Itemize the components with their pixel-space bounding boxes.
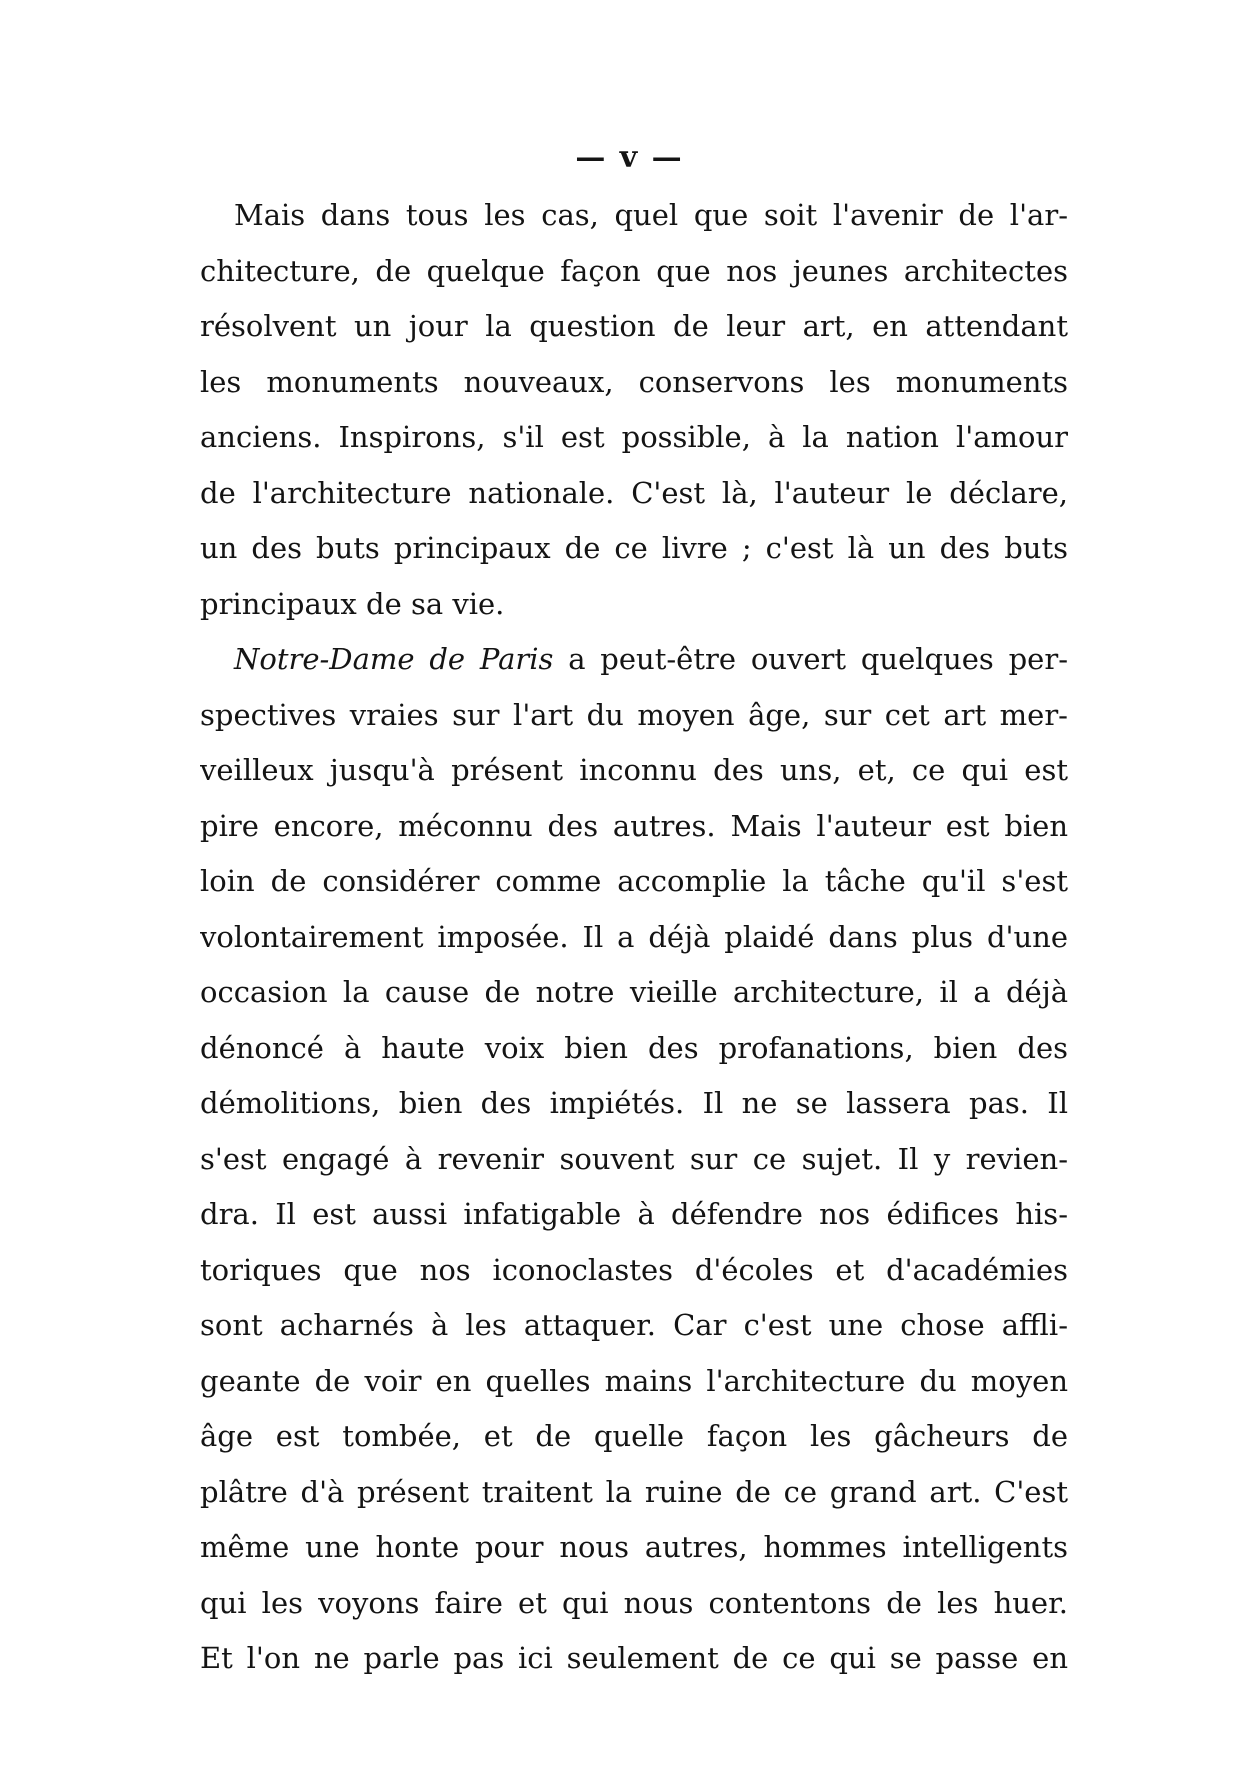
text-line: un des buts principaux de ce livre ; c'est là un des buts: [200, 531, 1068, 565]
text-line: plâtre d'à présent traitent la ruine de ce grand art. C'est: [200, 1474, 1068, 1509]
text-line: âge est tombée, et de quelle façon les gâcheurs de: [200, 1419, 1068, 1453]
text-line: occasion la cause de notre vieille architecture, il a déjà: [200, 975, 1068, 1009]
body-text: [200, 188, 1068, 1687]
text-line: qui les voyons faire et qui nous contentons de les huer.: [200, 1585, 1068, 1620]
book-title: Notre-Dame de Paris: [234, 642, 554, 676]
text-line: chitecture, de quelque façon que nos jeunes architectes: [200, 253, 1068, 288]
text-line: pire encore, méconnu des autres. Mais l'auteur est bien: [200, 808, 1068, 843]
paragraph: [200, 632, 1068, 1687]
page-number: — v —: [575, 140, 684, 175]
text-line: spectives vraies sur l'art du moyen âge, sur cet art mer-: [200, 697, 1068, 732]
text-line: Et l'on ne parle pas ici seulement de ce qui se passe en: [200, 1641, 1068, 1675]
text-line: [200, 632, 1068, 688]
text-line: dra. Il est aussi infatigable à défendre nos édifices his-: [200, 1197, 1068, 1231]
text-line: principaux de sa vie.: [200, 586, 505, 621]
text-line: résolvent un jour la question de leur art, en attendant: [200, 309, 1068, 343]
text-line: les monuments nouveaux, conservons les monuments: [200, 364, 1068, 399]
text-line: veilleux jusqu'à présent inconnu des uns, et, ce qui est: [200, 753, 1068, 787]
text-line: volontairement imposée. Il a déjà plaidé dans plus d'une: [200, 919, 1068, 954]
text-line: sont acharnés à les attaquer. Car c'est une chose affli-: [200, 1308, 1068, 1342]
text-line: geante de voir en quelles mains l'architecture du moyen: [200, 1363, 1068, 1398]
paragraph: [200, 188, 1068, 632]
text-line: anciens. Inspirons, s'il est possible, à la nation l'amour: [200, 420, 1068, 454]
text-span: a peut-être ouvert quelques per-: [553, 642, 1068, 676]
text-line: démolitions, bien des impiétés. Il ne se lassera pas. Il: [200, 1086, 1068, 1120]
text-line: s'est engagé à revenir souvent sur ce sujet. Il y revien-: [200, 1141, 1068, 1176]
text-line: même une honte pour nous autres, hommes intelligents: [200, 1530, 1068, 1564]
text-line: dénoncé à haute voix bien des profanations, bien des: [200, 1030, 1068, 1065]
text-line: toriques que nos iconoclastes d'écoles et d'académies: [200, 1252, 1068, 1287]
text-line: Mais dans tous les cas, quel que soit l'avenir de l'ar-: [234, 198, 1068, 232]
text-line: de l'architecture nationale. C'est là, l'auteur le déclare,: [200, 475, 1068, 510]
text-line: loin de considérer comme accomplie la tâche qu'il s'est: [200, 864, 1068, 898]
